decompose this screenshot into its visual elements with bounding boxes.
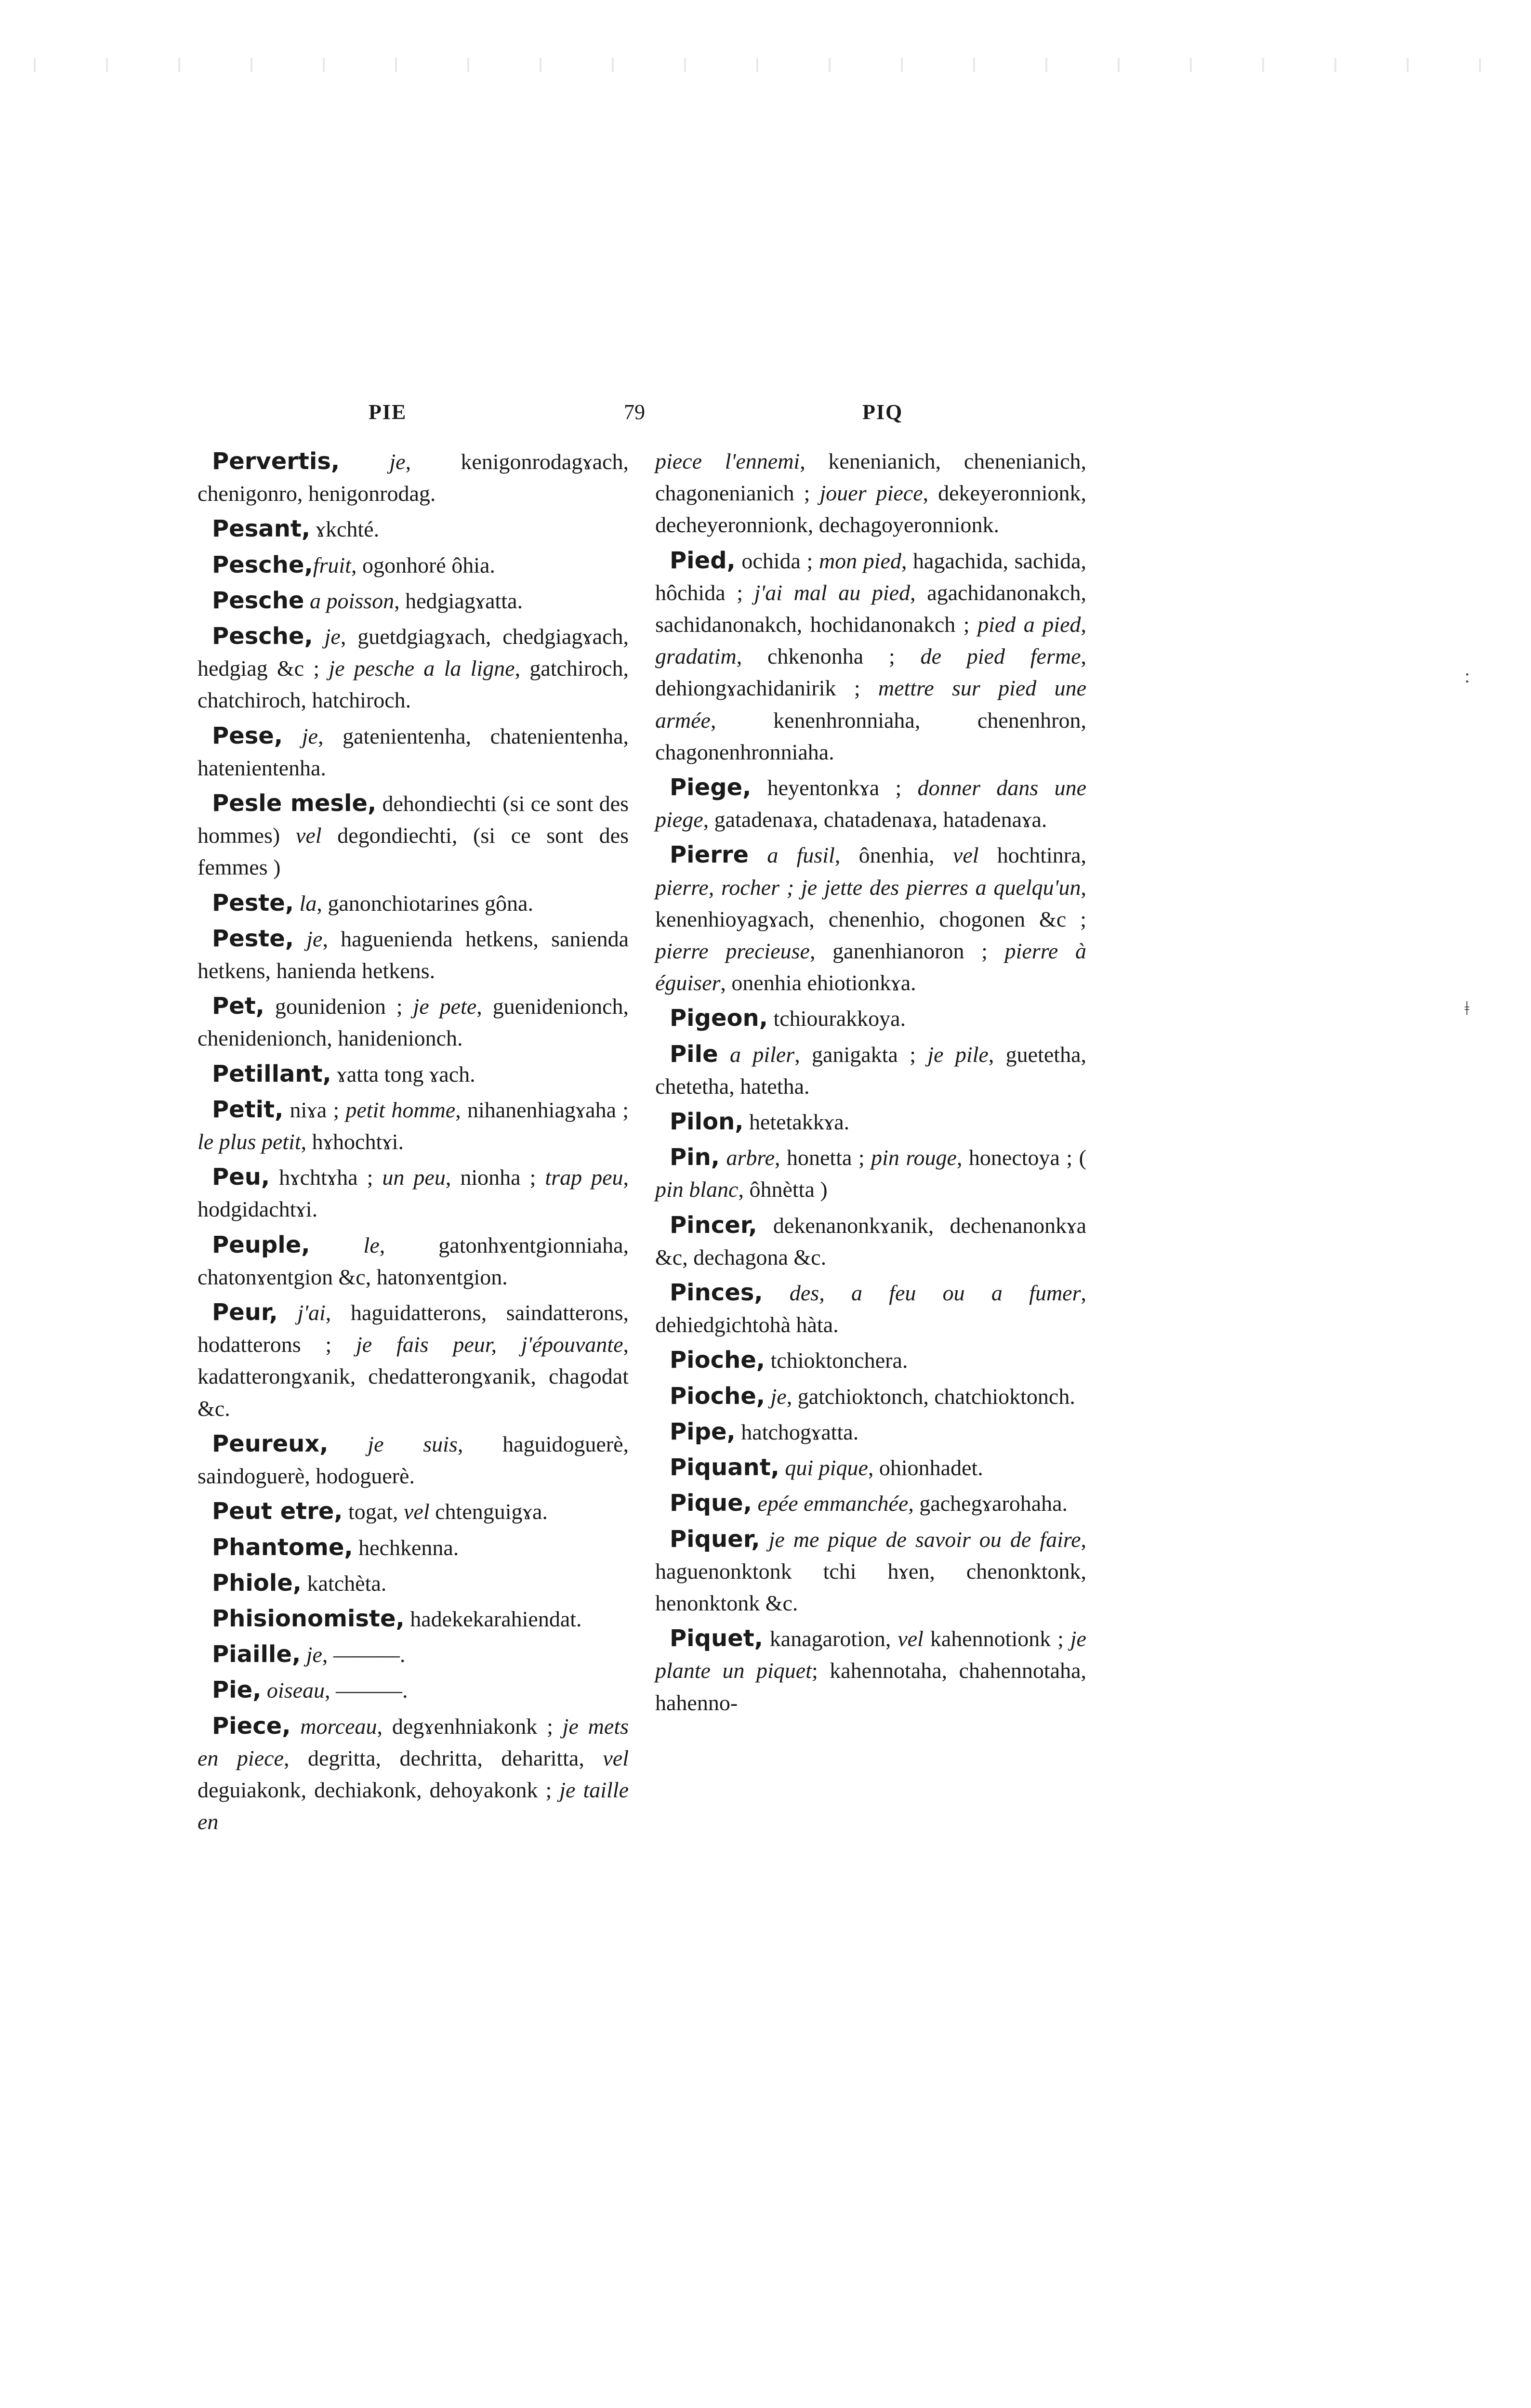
definition-text: heyentonkɤa ; bbox=[751, 775, 918, 800]
definition-text: tchioktonchera. bbox=[765, 1348, 908, 1373]
dictionary-entry bbox=[655, 1523, 1086, 1620]
dictionary-entry bbox=[198, 1531, 629, 1564]
italic-gloss: vel bbox=[897, 1626, 924, 1651]
dictionary-entry bbox=[198, 923, 629, 987]
headword: Phiole, bbox=[212, 1569, 302, 1597]
italic-gloss: je bbox=[770, 1384, 787, 1409]
italic-gloss: pin blanc bbox=[655, 1177, 739, 1202]
dictionary-entry bbox=[198, 1296, 629, 1425]
definition-text: , gatadenaɤa, chatadenaɤa, hatadenaɤa. bbox=[703, 807, 1047, 832]
headword: Piquant, bbox=[670, 1454, 779, 1481]
right-column bbox=[655, 445, 1086, 1722]
definition-text: , chkenonha ; bbox=[736, 644, 921, 669]
headword: Pervertis, bbox=[212, 448, 340, 475]
definition-text bbox=[294, 891, 300, 916]
dictionary-entry bbox=[655, 1623, 1086, 1719]
headword: Piece, bbox=[212, 1712, 291, 1740]
scan-noise bbox=[0, 58, 1531, 72]
definition-text: , degritta, dechritta, deharitta, bbox=[283, 1745, 603, 1770]
headword: Pincer, bbox=[670, 1211, 757, 1239]
italic-gloss: je bbox=[302, 723, 318, 748]
definition-text: , haguenonktonk tchi hɤen, chenonktonk, henonktonk &c. bbox=[655, 1527, 1086, 1615]
italic-gloss: le bbox=[363, 1232, 380, 1257]
definition-text: ; kahennotaha, chahennotaha, hahenno- bbox=[655, 1658, 1086, 1715]
definition-text: hechkenna. bbox=[353, 1535, 459, 1560]
headword: Pigeon, bbox=[670, 1005, 768, 1032]
headword: Pique, bbox=[670, 1490, 752, 1517]
definition-text: , ganenhianoron ; bbox=[809, 939, 1005, 964]
definition-text: , ———. bbox=[322, 1642, 406, 1667]
italic-gloss: de pied ferme bbox=[920, 644, 1081, 669]
definition-text: , ganigakta ; bbox=[794, 1042, 928, 1067]
definition-text: , haguidatterons, saindatterons, hodatterons ; bbox=[198, 1300, 629, 1357]
definition-text: , honetta ; bbox=[775, 1145, 871, 1170]
italic-gloss: vel bbox=[952, 843, 979, 868]
definition-text bbox=[720, 1145, 726, 1170]
dictionary-entry bbox=[198, 620, 629, 717]
definition-text bbox=[283, 724, 302, 748]
definition-text: katchèta. bbox=[302, 1570, 387, 1596]
headword: Pioche, bbox=[670, 1347, 766, 1374]
headword: Peste, bbox=[212, 925, 294, 952]
headword: Peste, bbox=[212, 889, 294, 916]
definition-text: hatchogɤatta. bbox=[735, 1419, 859, 1444]
left-column bbox=[198, 445, 629, 1841]
italic-gloss: pierre, rocher ; je jette des pierres a quelqu'un bbox=[655, 875, 1081, 900]
italic-gloss: vel bbox=[295, 823, 322, 848]
definition-text bbox=[313, 624, 325, 649]
definition-text: hochtinra, bbox=[978, 843, 1086, 868]
italic-gloss: je pile bbox=[927, 1042, 989, 1067]
headword: Pied, bbox=[670, 547, 736, 574]
dictionary-entry bbox=[198, 1674, 629, 1706]
definition-text bbox=[261, 1678, 267, 1702]
definition-text bbox=[760, 1527, 769, 1552]
dictionary-entry bbox=[655, 772, 1086, 836]
definition-text: deguiakonk, dechiakonk, dehoyakonk ; bbox=[198, 1777, 560, 1802]
headword: Pesant, bbox=[212, 515, 311, 543]
dictionary-entry bbox=[198, 787, 629, 884]
definition-text: kanagarotion, bbox=[763, 1626, 898, 1651]
headword: Petillant, bbox=[212, 1060, 331, 1087]
definition-text: , haguidoguerè, saindoguerè, hodoguerè. bbox=[198, 1431, 629, 1489]
italic-gloss: trap peu bbox=[545, 1165, 623, 1190]
definition-text: , onenhia ehiotionkɤa. bbox=[720, 970, 916, 995]
italic-gloss: epée emmanchée bbox=[757, 1491, 909, 1516]
italic-gloss: fruit bbox=[313, 552, 351, 577]
page-header bbox=[0, 400, 1531, 438]
definition-text: degondiechti, (si ce sont des femmes ) bbox=[198, 823, 629, 880]
definition-text: hetetakkɤa. bbox=[743, 1110, 850, 1135]
headword: Pesche, bbox=[212, 551, 313, 578]
definition-text bbox=[340, 449, 389, 474]
italic-gloss: pin rouge bbox=[871, 1145, 957, 1170]
dictionary-entry bbox=[655, 1106, 1086, 1138]
italic-gloss: je suis bbox=[368, 1431, 458, 1456]
definition-text: , honectoya ; ( bbox=[956, 1145, 1086, 1170]
italic-gloss: je plante un piquet bbox=[655, 1626, 1086, 1683]
dictionary-entry bbox=[198, 1638, 629, 1671]
italic-gloss: morceau bbox=[300, 1714, 377, 1739]
headword: Piaille, bbox=[212, 1641, 301, 1668]
definition-text: , agachidanonakch, sachidanonakch, hochidanonakch ; bbox=[655, 580, 1086, 637]
dictionary-entry bbox=[198, 1495, 629, 1528]
dictionary-entry bbox=[198, 585, 629, 617]
headword: Pesche bbox=[212, 587, 304, 614]
italic-gloss: j'ai bbox=[297, 1300, 326, 1325]
definition-text: , ganonchiotarines gôna. bbox=[317, 890, 533, 916]
dictionary-entry bbox=[198, 887, 629, 919]
italic-gloss: je pesche a la ligne bbox=[329, 656, 515, 681]
italic-gloss: pierre à éguiser bbox=[655, 939, 1086, 995]
definition-text: togat, bbox=[343, 1499, 404, 1524]
italic-gloss: des, a feu ou a fumer bbox=[789, 1281, 1081, 1306]
headword: Peu, bbox=[212, 1164, 270, 1191]
headword: Pierre bbox=[670, 841, 749, 869]
italic-gloss: a piler bbox=[729, 1042, 795, 1067]
definition-text: , kenenianich, chenenianich, chagonenianich ; bbox=[655, 449, 1087, 506]
definition-text: dekenanonkɤanik, dechenanonkɤa &c, dechagona &c. bbox=[655, 1213, 1086, 1269]
dictionary-entry bbox=[198, 1428, 629, 1492]
definition-text: hadekekarahiendat. bbox=[404, 1606, 582, 1631]
definition-text: , dehiongɤachidanirik ; bbox=[655, 644, 1086, 701]
headword: Pese, bbox=[212, 722, 283, 749]
headword: Pinces, bbox=[670, 1279, 763, 1307]
definition-text: , ônenhia, bbox=[834, 843, 953, 868]
definition-text bbox=[310, 1233, 364, 1257]
definition-text: , gatonhɤentgionniaha, chatonɤentgion &c, hatonɤentgion. bbox=[198, 1232, 629, 1289]
italic-gloss: je pete bbox=[413, 994, 477, 1019]
definition-text bbox=[278, 1300, 298, 1325]
italic-gloss: la bbox=[299, 890, 317, 916]
headword: Piquer, bbox=[670, 1525, 760, 1553]
definition-text: dehondiechti (si ce sont des hommes) bbox=[198, 791, 629, 848]
dictionary-entry bbox=[655, 1141, 1086, 1205]
definition-text: , gatchiroch, chatchiroch, hatchiroch. bbox=[198, 656, 629, 713]
definition-text: , kenenhronniaha, chenenhron, chagonenhronniaha. bbox=[655, 707, 1086, 764]
dictionary-entry bbox=[198, 513, 629, 545]
italic-gloss: mon pied bbox=[818, 548, 901, 573]
headword: Peut etre, bbox=[212, 1498, 343, 1525]
definition-text: gounidenion ; bbox=[264, 994, 413, 1019]
dictionary-entry bbox=[655, 545, 1086, 768]
running-head-right: PIQ bbox=[862, 400, 903, 424]
headword: Pipe, bbox=[670, 1418, 736, 1445]
headword: Pesle mesle, bbox=[212, 790, 377, 817]
definition-text: ɤkchté. bbox=[310, 517, 380, 542]
definition-text: , hodgidachtɤi. bbox=[198, 1165, 629, 1222]
italic-gloss: je bbox=[306, 1642, 322, 1667]
headword: Peur, bbox=[212, 1299, 278, 1326]
definition-text bbox=[294, 927, 306, 951]
definition-text: ochida ; bbox=[735, 548, 819, 573]
dictionary-entry bbox=[198, 445, 629, 510]
definition-text bbox=[752, 1491, 758, 1516]
italic-gloss: pied a pied, gradatim bbox=[655, 612, 1086, 669]
definition-text bbox=[301, 1642, 306, 1667]
headword: Piege, bbox=[670, 774, 752, 801]
italic-gloss: donner dans une piege bbox=[655, 775, 1087, 832]
definition-text: , ôhnètta ) bbox=[738, 1177, 828, 1202]
headword: Pin, bbox=[670, 1144, 720, 1171]
italic-gloss: a fusil bbox=[767, 843, 835, 868]
definition-text: kahennotionk ; bbox=[923, 1626, 1070, 1651]
headword: Peuple, bbox=[212, 1231, 310, 1258]
italic-gloss: petit homme bbox=[345, 1097, 456, 1122]
italic-gloss: je me pique de savoir ou de faire bbox=[768, 1527, 1081, 1552]
definition-text: tchiourakkoya. bbox=[767, 1006, 906, 1031]
headword: Pilon, bbox=[670, 1108, 744, 1136]
italic-gloss: a poisson bbox=[309, 588, 395, 613]
headword: Phantome, bbox=[212, 1533, 353, 1561]
italic-gloss: je bbox=[324, 624, 341, 649]
headword: Pet, bbox=[212, 993, 264, 1020]
definition-text: , nihanenhiagɤaha ; bbox=[455, 1097, 629, 1122]
dictionary-entry bbox=[655, 1380, 1086, 1413]
definition-text: , guenidenionch, chenidenionch, hanidenionch. bbox=[198, 994, 629, 1051]
definition-text: , guetdgiagɤach, chedgiagɤach, hedgiag &c ; bbox=[198, 624, 629, 681]
definition-text: niɤa ; bbox=[283, 1097, 346, 1122]
dictionary-entry bbox=[198, 1161, 629, 1225]
dictionary-entry bbox=[655, 1452, 1086, 1484]
definition-text: , kenenhioyagɤach, chenenhio, chogonen &c ; bbox=[655, 875, 1086, 931]
definition-text: , hagachida, sachida, hôchida ; bbox=[655, 548, 1087, 605]
dictionary-entry bbox=[655, 1487, 1086, 1519]
headword: Piquet, bbox=[670, 1625, 763, 1652]
definition-text: , kadatterongɤanik, chedatterongɤanik, chagodat &c. bbox=[198, 1332, 629, 1421]
margin-mark: : bbox=[1465, 665, 1470, 687]
definition-text bbox=[718, 1042, 730, 1067]
definition-text bbox=[765, 1384, 771, 1409]
headword: Petit, bbox=[212, 1096, 284, 1123]
headword: Peureux, bbox=[212, 1430, 329, 1457]
dictionary-entry bbox=[655, 1209, 1086, 1273]
dictionary-entry bbox=[198, 1603, 629, 1635]
italic-gloss: qui pique bbox=[785, 1455, 868, 1480]
dictionary-entry bbox=[198, 1229, 629, 1293]
headword: Pie, bbox=[212, 1676, 262, 1704]
definition-text: , gatenientenha, chatenientenha, hatenientenha. bbox=[198, 723, 629, 780]
dictionary-entry bbox=[655, 445, 1086, 541]
italic-gloss: je bbox=[389, 449, 406, 474]
definition-text: , guetetha, chetetha, hatetha. bbox=[655, 1042, 1086, 1099]
dictionary-entry bbox=[198, 1058, 629, 1090]
dictionary-entry bbox=[655, 839, 1086, 999]
definition-text: , hedgiagɤatta. bbox=[394, 588, 523, 613]
dictionary-entry bbox=[198, 549, 629, 581]
italic-gloss: je taille en bbox=[198, 1777, 629, 1834]
definition-text: , kenigonrodagɤach, chenigonro, henigonrodag. bbox=[198, 449, 629, 506]
definition-text bbox=[304, 589, 310, 613]
dictionary-entry bbox=[655, 1002, 1086, 1034]
dictionary-entry bbox=[655, 1344, 1086, 1376]
definition-text: , gachegɤarohaha. bbox=[908, 1491, 1068, 1516]
definition-text: , dehiedgichtohà hàta. bbox=[655, 1281, 1087, 1337]
headword: Pile bbox=[670, 1040, 718, 1068]
definition-text: , gatchioktonch, chatchioktonch. bbox=[786, 1384, 1075, 1409]
definition-text: , haguenienda hetkens, sanienda hetkens, hanienda hetkens. bbox=[198, 926, 629, 983]
definition-text: , hɤhochtɤi. bbox=[301, 1129, 404, 1154]
dictionary-entry bbox=[198, 990, 629, 1054]
definition-text: , degɤenhniakonk ; bbox=[377, 1714, 563, 1739]
italic-gloss: vel bbox=[603, 1745, 629, 1770]
italic-gloss: je mets en piece bbox=[198, 1714, 629, 1770]
dictionary-entry bbox=[655, 1038, 1086, 1102]
running-head-left: PIE bbox=[369, 400, 407, 424]
headword: Phisionomiste, bbox=[212, 1605, 405, 1632]
italic-gloss: vel bbox=[404, 1499, 430, 1524]
italic-gloss: je fais peur, j'épouvante bbox=[356, 1332, 623, 1357]
definition-text: chtenguigɤa. bbox=[429, 1499, 548, 1524]
italic-gloss: piece l'ennemi bbox=[655, 449, 800, 473]
definition-text: , nionha ; bbox=[445, 1165, 545, 1190]
dictionary-entry bbox=[655, 1416, 1086, 1448]
italic-gloss: mettre sur pied une armée bbox=[655, 676, 1086, 733]
definition-text bbox=[779, 1455, 785, 1480]
dictionary-entry bbox=[198, 1094, 629, 1158]
definition-text: , ———. bbox=[325, 1678, 408, 1703]
dictionary-entry bbox=[198, 720, 629, 784]
dictionary-entry bbox=[198, 1567, 629, 1599]
italic-gloss: pierre precieuse bbox=[655, 939, 810, 964]
definition-text: , dekeyeronnionk, decheyeronnionk, dechagoyeronnionk. bbox=[655, 481, 1086, 537]
dictionary-entry bbox=[655, 1277, 1086, 1341]
headword: Pioche, bbox=[670, 1382, 766, 1410]
italic-gloss: oiseau bbox=[266, 1678, 325, 1703]
headword: Pesche, bbox=[212, 623, 313, 650]
italic-gloss: arbre bbox=[726, 1145, 775, 1170]
definition-text: hɤchtɤha ; bbox=[270, 1165, 383, 1190]
definition-text bbox=[749, 843, 767, 867]
definition-text bbox=[290, 1714, 300, 1739]
dictionary-entry bbox=[198, 1710, 629, 1838]
definition-text: , ohionhadet. bbox=[868, 1455, 983, 1480]
italic-gloss: je bbox=[306, 926, 323, 951]
definition-text bbox=[329, 1432, 368, 1456]
italic-gloss: le plus petit bbox=[198, 1129, 301, 1154]
italic-gloss: jouer piece bbox=[819, 481, 923, 506]
definition-text bbox=[763, 1281, 790, 1305]
definition-text: , ogonhoré ôhia. bbox=[351, 552, 495, 577]
italic-gloss: j'ai mal au pied bbox=[754, 580, 911, 605]
italic-gloss: un peu bbox=[382, 1165, 446, 1190]
definition-text: ɤatta tong ɤach. bbox=[331, 1061, 475, 1086]
page-number: 79 bbox=[624, 400, 645, 424]
margin-mark: ǂ bbox=[1465, 997, 1469, 1019]
